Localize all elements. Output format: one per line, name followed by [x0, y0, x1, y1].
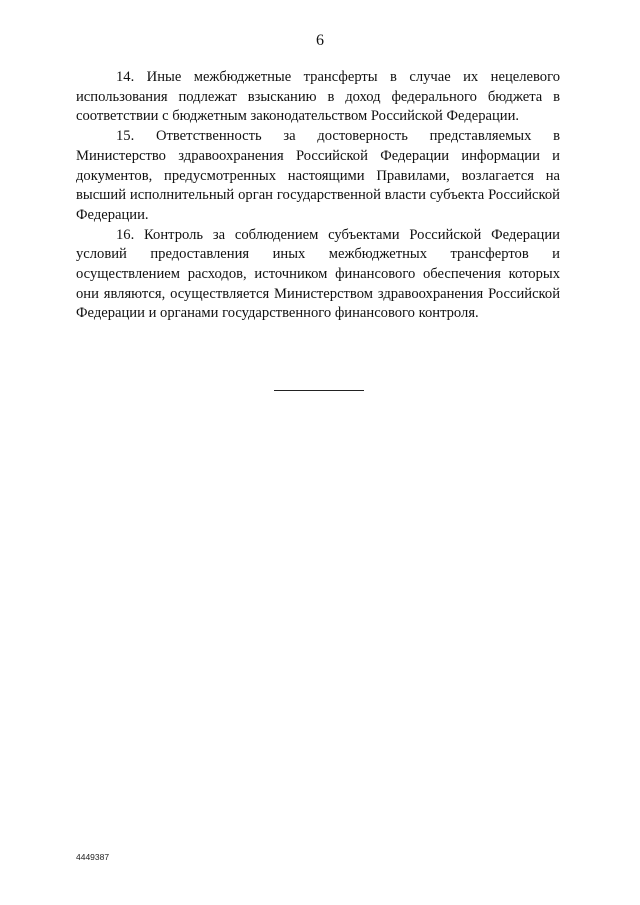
document-code: 4449387 [76, 852, 110, 862]
document-body [76, 68, 560, 324]
paragraph-15: 15. Ответственность за достоверность представляемых в Министерство здравоохранения Российской Федерации информации и документов, предусмотренных настоящими Правилами, возлагается на высший исполнительный орган государственной власти субъекта Российской Федерации. [76, 128, 560, 223]
paragraph-16: 16. Контроль за соблюдением субъектами Российской Федерации условий предоставления иных межбюджетных трансфертов и осуществлением расходов, источником финансового обеспечения которых они являются, осуществляется Министерством здравоохранения Российской Федерации и органами государственного финансового контроля. [76, 226, 560, 322]
paragraph-14: 14. Иные межбюджетные трансферты в случае их нецелевого использования подлежат взысканию в доход федерального бюджета в соответствии с бюджетным законодательством Российской Федерации. [76, 69, 560, 125]
end-separator-line [274, 390, 364, 391]
page-number: 6 [316, 32, 324, 49]
